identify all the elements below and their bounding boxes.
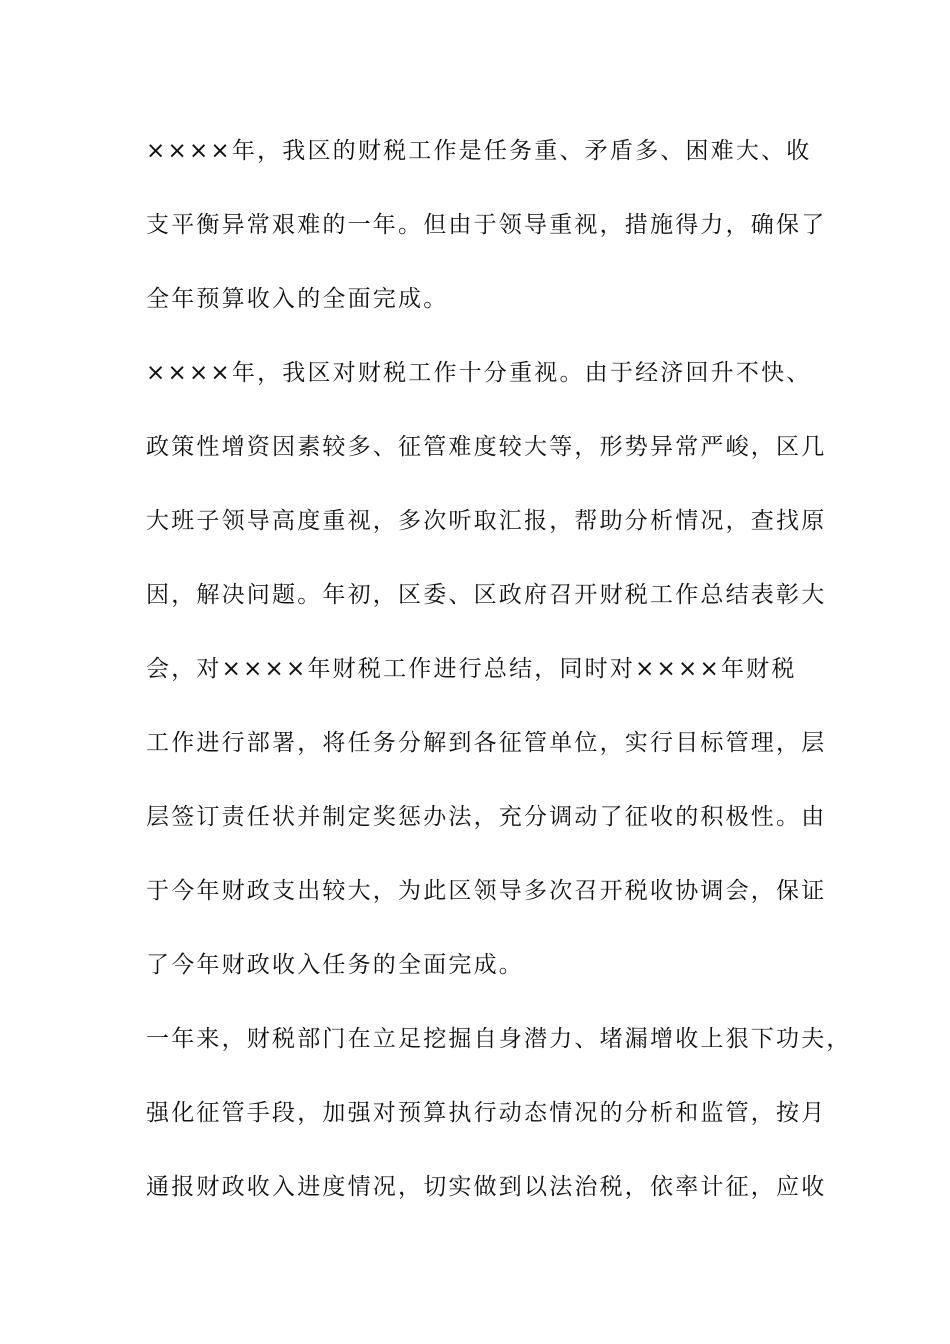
text-line: 通报财政收入进度情况，切实做到以法治税，依率计征，应收	[146, 1174, 827, 1200]
text-line: 工作进行部署，将任务分解到各征管单位，实行目标管理，层	[146, 730, 827, 756]
text-line: 支平衡异常艰难的一年。但由于领导重视，措施得力，确保了	[146, 212, 827, 238]
text-line: 于今年财政支出较大，为此区领导多次召开税收协调会，保证	[146, 878, 827, 904]
text-line: 一年来，财税部门在立足挖掘自身潜力、堵漏增收上狠下功夫，	[146, 1026, 852, 1052]
text-line: 大班子领导高度重视，多次听取汇报，帮助分析情况，查找原	[146, 508, 827, 534]
text-line: 层签订责任状并制定奖惩办法，充分调动了征收的积极性。由	[146, 804, 827, 830]
text-line: 因，解决问题。年初，区委、区政府召开财税工作总结表彰大	[146, 582, 827, 608]
text-line: 政策性增资因素较多、征管难度较大等，形势异常严峻，区几	[146, 434, 827, 460]
text-line: 会，对××××年财税工作进行总结，同时对××××年财税	[146, 656, 797, 682]
text-line: ××××年，我区的财税工作是任务重、矛盾多、困难大、收	[146, 138, 812, 164]
text-line: 全年预算收入的全面完成。	[146, 286, 449, 312]
document-body	[146, 130, 852, 1240]
text-line: 了今年财政收入任务的全面完成。	[146, 952, 524, 978]
text-line: ××××年，我区对财税工作十分重视。由于经济回升不快、	[146, 360, 812, 386]
text-line: 强化征管手段，加强对预算执行动态情况的分析和监管，按月	[146, 1100, 827, 1126]
